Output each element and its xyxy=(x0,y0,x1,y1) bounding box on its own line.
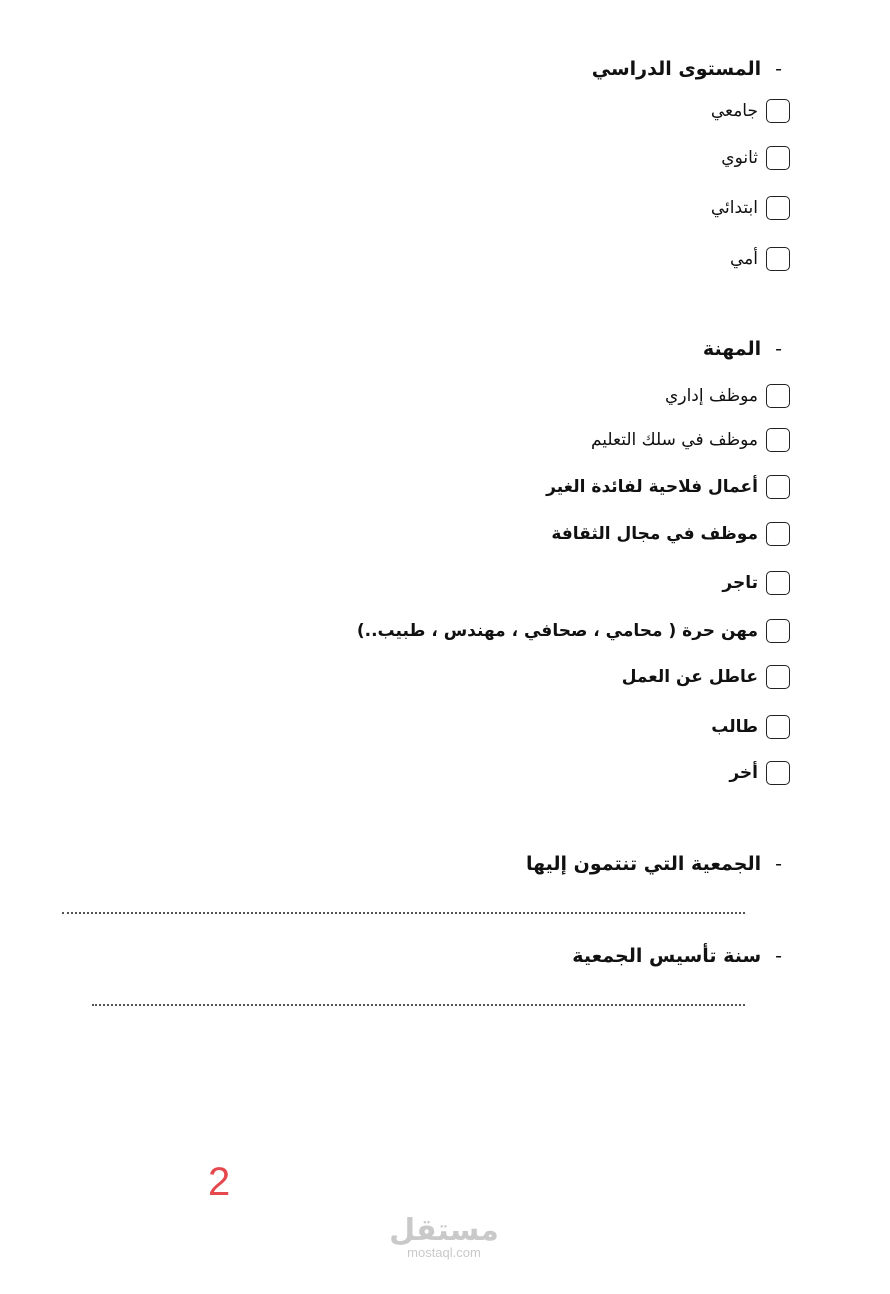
profession-heading xyxy=(703,334,782,364)
checkbox[interactable] xyxy=(766,384,790,408)
dash: - xyxy=(775,853,782,875)
option-profession-teaching[interactable] xyxy=(591,424,790,456)
option-label: عاطل عن العمل xyxy=(621,667,758,687)
checkbox[interactable] xyxy=(766,247,790,271)
option-profession-merchant[interactable] xyxy=(722,567,790,599)
option-label: موظف إداري xyxy=(665,386,758,406)
dash: - xyxy=(775,338,782,360)
checkbox[interactable] xyxy=(766,428,790,452)
checkbox[interactable] xyxy=(766,619,790,643)
option-education-primary[interactable] xyxy=(711,192,790,224)
option-profession-culture[interactable] xyxy=(551,518,790,550)
option-label: أخر xyxy=(729,763,758,783)
association-heading xyxy=(526,849,782,879)
profession-title: المهنة xyxy=(702,338,762,360)
watermark-latin: mostaql.com xyxy=(407,1245,481,1260)
option-profession-admin[interactable] xyxy=(665,380,790,412)
option-profession-liberal[interactable] xyxy=(357,615,790,647)
option-label: أعمال فلاحية لفائدة الغير xyxy=(546,477,758,497)
option-label: تاجر xyxy=(722,573,758,593)
checkbox[interactable] xyxy=(766,715,790,739)
page-number: 2 xyxy=(208,1160,231,1204)
association-title: الجمعية التي تنتمون إليها xyxy=(525,853,762,875)
option-label: طالب xyxy=(711,717,758,737)
checkbox[interactable] xyxy=(766,761,790,785)
option-profession-farming[interactable] xyxy=(546,471,790,503)
founding-year-heading xyxy=(572,941,782,971)
association-answer-line[interactable] xyxy=(62,912,745,914)
founding-year-title: سنة تأسيس الجمعية xyxy=(572,945,762,967)
option-profession-unemployed[interactable] xyxy=(622,661,790,693)
option-education-secondary[interactable] xyxy=(721,142,790,174)
education-title: المستوى الدراسي xyxy=(591,58,762,80)
founding-year-answer-line[interactable] xyxy=(92,1004,745,1006)
checkbox[interactable] xyxy=(766,196,790,220)
option-label: مهن حرة ( محامي ، صحافي ، مهندس ، طبيب..) xyxy=(356,621,758,641)
mostaql-watermark xyxy=(388,1213,500,1260)
option-profession-student[interactable] xyxy=(711,711,790,743)
option-label: جامعي xyxy=(710,101,758,121)
checkbox[interactable] xyxy=(766,665,790,689)
checkbox[interactable] xyxy=(766,99,790,123)
dash: - xyxy=(775,945,782,967)
checkbox[interactable] xyxy=(766,571,790,595)
checkbox[interactable] xyxy=(766,146,790,170)
option-education-university[interactable] xyxy=(711,95,790,127)
option-label: ثانوي xyxy=(721,148,758,168)
option-label: ابتدائي xyxy=(710,198,758,218)
option-label: موظف في مجال الثقافة xyxy=(551,524,758,544)
education-heading xyxy=(592,54,782,84)
checkbox[interactable] xyxy=(766,475,790,499)
option-education-illiterate[interactable] xyxy=(730,243,790,275)
option-label: أمي xyxy=(730,249,758,269)
option-label: موظف في سلك التعليم xyxy=(590,430,758,450)
option-profession-other[interactable] xyxy=(729,757,790,789)
checkbox[interactable] xyxy=(766,522,790,546)
dash: - xyxy=(775,58,782,80)
watermark-arabic: مستقل xyxy=(389,1213,499,1248)
